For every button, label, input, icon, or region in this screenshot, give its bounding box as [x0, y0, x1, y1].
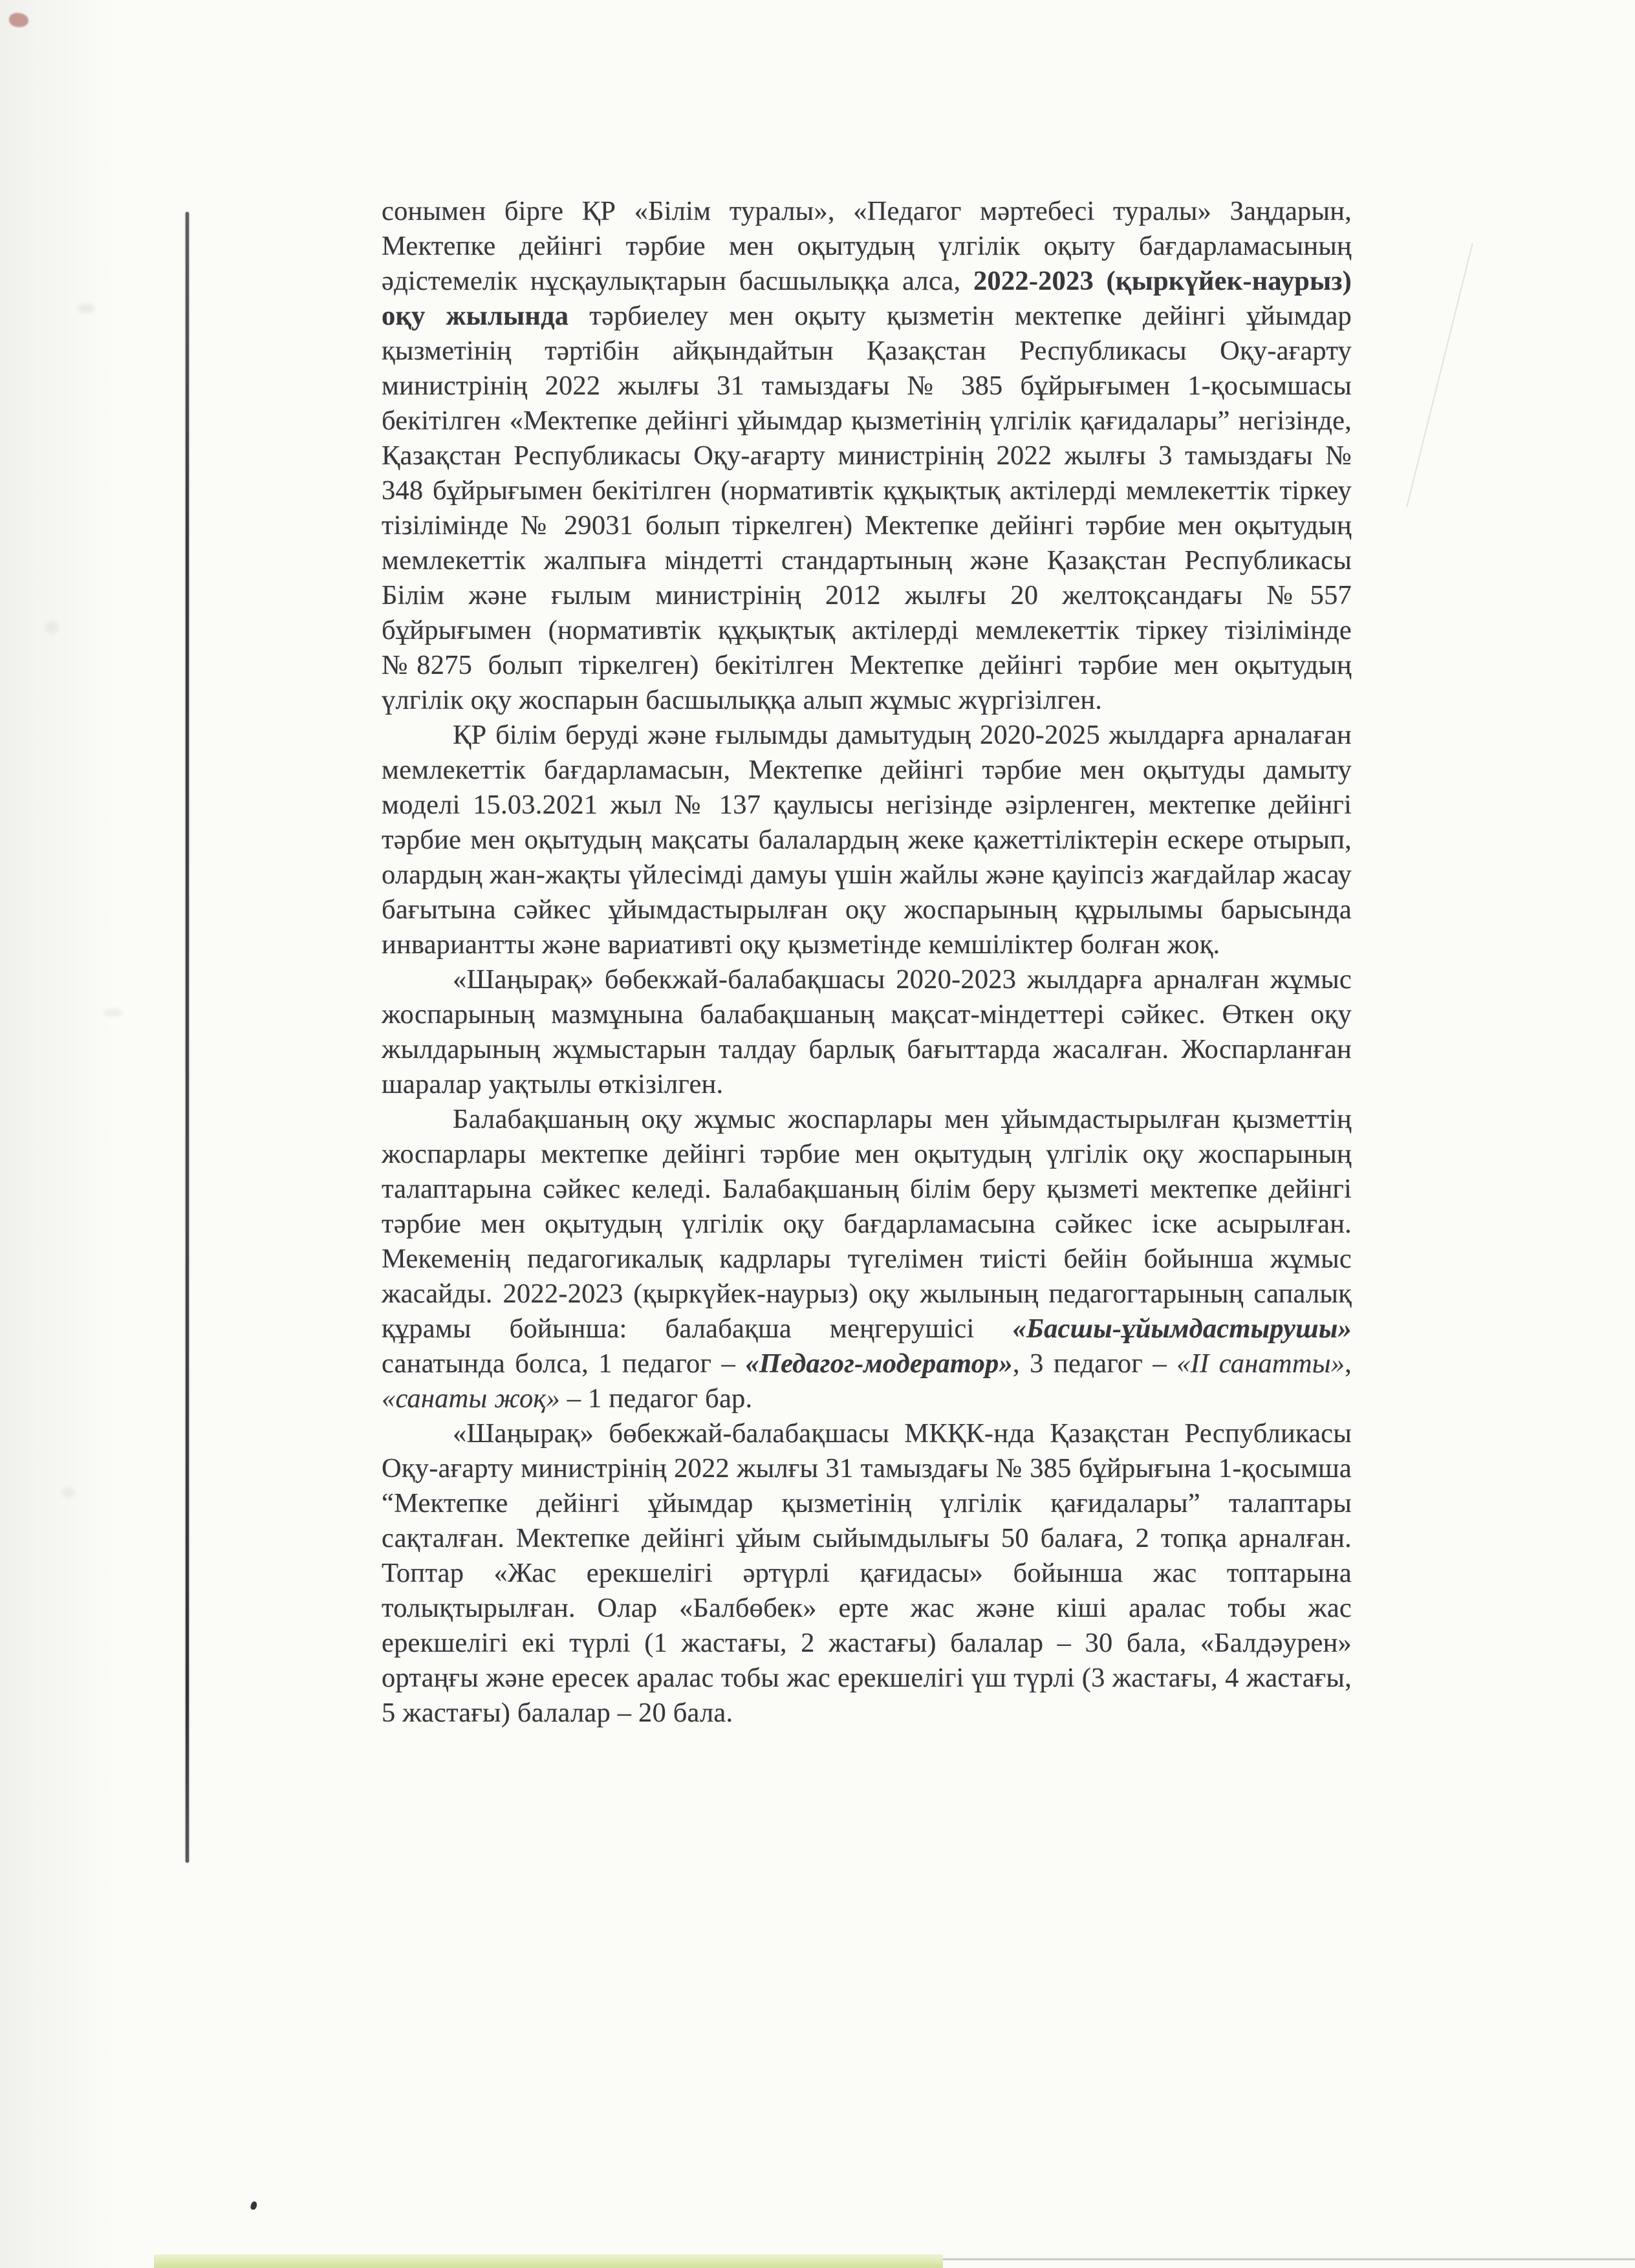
text-run: «Педагог-модератор» — [745, 1348, 1013, 1379]
text-run: ҚР білім беруді және ғылымды дамытудың 2020-2025 жылдарға арналаған мемлекеттік бағдарламасын, Мектепке дейінгі тәрбие мен оқытуды дамыту моделі 15.03.2021 жыл № 137 қаулысы негізінде әзірленген, мектепке дейінгі тәрбие мен оқытудың мақсаты балалардың жеке қажеттіліктерін ескере отырып, олардың жан-жақты үйлесімді дамуы үшін жайлы және қауіпсіз жағдайлар жасау бағытына сәйкес ұйымдастырылған оқу жоспарының құрылымы барысында инвариантты және вариативті оқу қызметінде кемшіліктер болған жоқ. — [382, 720, 1352, 960]
paper-crease — [1406, 243, 1473, 507]
text-run: санатында болса, 1 педагог – — [382, 1348, 746, 1379]
ink-speck — [250, 2201, 258, 2210]
text-run: , — [1345, 1348, 1352, 1379]
paragraph — [382, 718, 1352, 962]
text-run: «II санатты» — [1176, 1348, 1345, 1379]
scan-smudge — [45, 621, 58, 634]
paragraph — [382, 194, 1352, 718]
scan-smudge — [61, 1487, 76, 1498]
bottom-green-strip — [154, 2254, 943, 2268]
scan-smudge — [103, 1009, 123, 1017]
text-run: тәрбиелеу мен оқыту қызметін мектепке дейінгі ұйымдар қызметінің тәртібін айқындайтын Қазақстан Республикасы Оқу-ағарту министрінің 2022 жылғы 31 тамыздағы № 385 бұйрығымен 1-қосымшасы бекітілген «Мектепке дейінгі ұйымдар қызметінің үлгілік қағидалары” негізінде, Қазақстан Республикасы Оқу-ағарту министрінің 2022 жылғы 3 тамыздағы № 348 бұйрығымен бекітілген (нормативтік құқықтық актілерді мемлекеттік тіркеу тізілімінде № 29031 болып тіркелген) Мектепке дейінгі тәрбие мен оқытудың мемлекеттік жалпыға міндетті стандартының және Қазақстан Республикасы Білім және ғылым министрінің 2012 жылғы 20 желтоқсандағы №557 бұйрығымен (нормативтік құқықтық актілерді мемлекеттік тіркеу тізілімінде №8275 болып тіркелген) бекітілген Мектепке дейінгі тәрбие мен оқытудың үлгілік оқу жоспарын басшылыққа алып жұмыс жүргізілген. — [382, 301, 1352, 715]
scan-edge-shade — [0, 0, 162, 2268]
text-run: «Басшы-ұйымдастырушы» — [1012, 1313, 1352, 1344]
text-run: «Шаңырақ» бөбекжай-балабақшасы 2020-2023 жылдарға арналған жұмыс жоспарының мазмұнына балабақшаның мақсат-міндеттері сәйкес. Өткен оқу жылдарының жұмыстарын талдау барлық бағыттарда жасалған. Жоспарланған шаралар уақтылы өткізілген. — [382, 964, 1352, 1099]
page-fold-line — [186, 212, 189, 1863]
paragraph — [382, 1102, 1352, 1416]
text-run: «санаты жоқ» — [382, 1383, 560, 1414]
bottom-scan-line — [943, 2258, 1635, 2260]
document-text — [382, 194, 1352, 1731]
text-run: 2022-2023 (қыркүйек-наурыз) оқу жылында — [382, 266, 1352, 331]
text-run: – 1 педагог бар. — [559, 1383, 753, 1414]
scan-smudge — [78, 304, 94, 313]
paragraph — [382, 1416, 1352, 1731]
corner-ink-mark — [9, 13, 28, 27]
text-run: «Шаңырақ» бөбекжай-балабақшасы МКҚК-нда Қазақстан Республикасы Оқу-ағарту министрінің 2022 жылғы 31 тамыздағы № 385 бұйрығына 1-қосымша “Мектепке дейінгі ұйымдар қызметінің үлгілік қағидалары” талаптары сақталған. Мектепке дейінгі ұйым сыйымдылығы 50 балаға, 2 топқа арналған. Топтар «Жас ерекшелігі әртүрлі қағидасы» бойынша жас топтарына толықтырылған. Олар «Балбөбек» ерте жас және кіші аралас тобы жас ерекшелігі екі түрлі (1 жастағы, 2 жастағы) балалар – 30 бала, «Балдәурен» ортаңғы және ересек аралас тобы жас ерекшелігі үш түрлі (3 жастағы, 4 жастағы, 5 жастағы) балалар – 20 бала. — [382, 1418, 1352, 1728]
text-run: , 3 педагог – — [1012, 1348, 1177, 1379]
text-run: Балабақшаның оқу жұмыс жоспарлары мен ұйымдастырылған қызметтің жоспарлары мектепке дейінгі тәрбие мен оқытудың үлгілік оқу жоспарының талаптарына сәйкес келеді. Балабақшаның білім беру қызметі мектепке дейінгі тәрбие мен оқытудың үлгілік оқу бағдарламасына сәйкес іске асырылған. Мекеменің педагогикалық кадрлары түгелімен тиісті бейін бойынша жұмыс жасайды. 2022-2023 (қыркүйек-наурыз) оқу жылының педагогтарының сапалық құрамы бойынша: балабақша меңгерушісі — [382, 1104, 1352, 1344]
paragraph — [382, 962, 1352, 1102]
text-run: сонымен бірге ҚР «Білім туралы», «Педагог мәртебесі туралы» Заңдарын, Мектепке дейінгі тәрбие мен оқытудың үлгілік оқыту бағдарламасының әдістемелік нұсқаулықтарын басшылыққа алса, — [382, 196, 1352, 296]
